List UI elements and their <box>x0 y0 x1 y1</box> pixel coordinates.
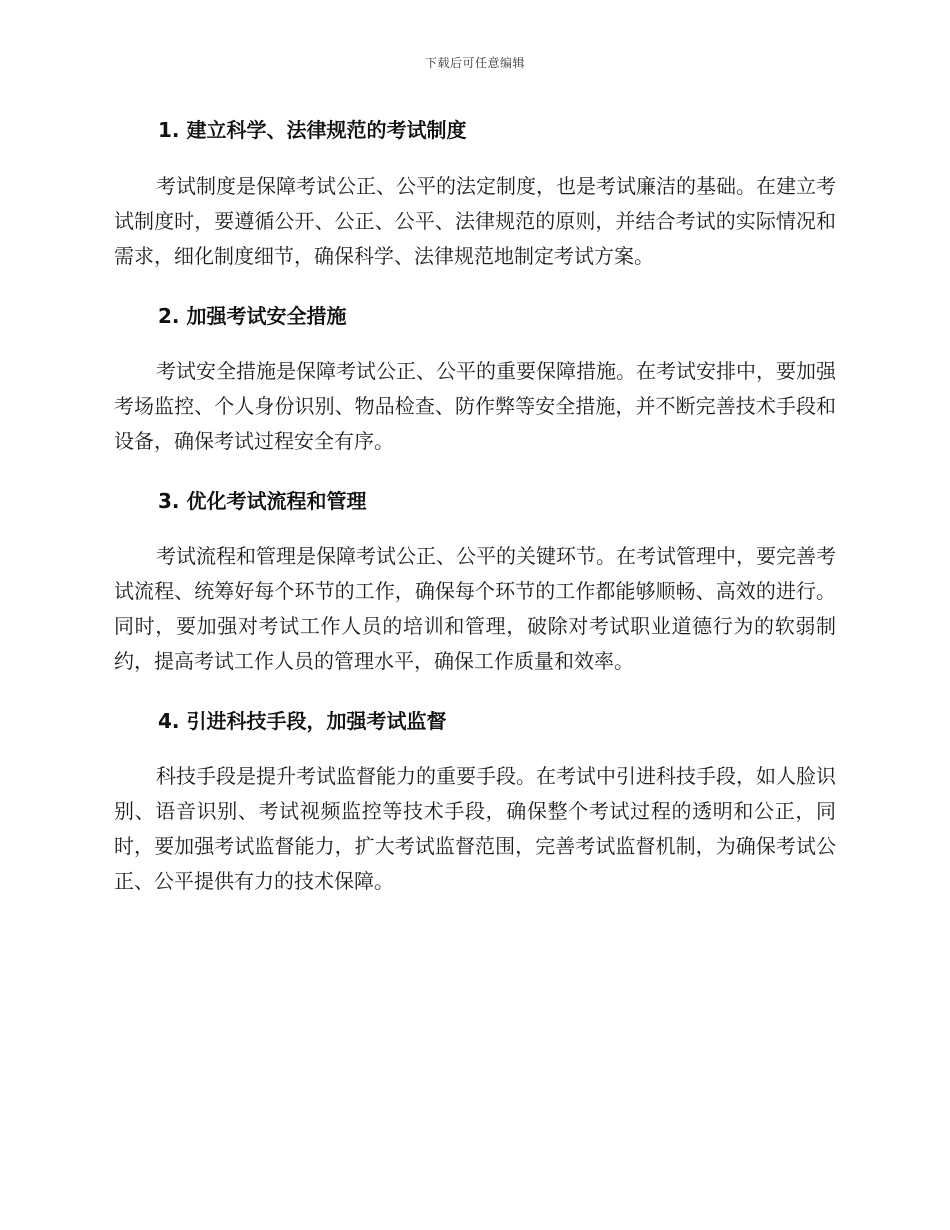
section-4 <box>114 703 836 899</box>
section-2 <box>114 298 836 459</box>
section-paragraph-3: 考试流程和管理是保障考试公正、公平的关键环节。在考试管理中，要完善考试流程、统筹好每个环节的工作，确保每个环节的工作都能够顺畅、高效的进行。同时，要加强对考试工作人员的培训和管理，破除对考试职业道德行为的软弱制约，提高考试工作人员的管理水平，确保工作质量和效率。 <box>114 544 836 673</box>
document-body <box>114 112 836 899</box>
section-heading-1: 1. 建立科学、法律规范的考试制度 <box>158 118 467 142</box>
section-3 <box>114 483 836 679</box>
page-header: 下载后可任意编辑 <box>424 56 525 70</box>
section-1 <box>114 112 836 274</box>
section-heading-4: 4. 引进科技手段，加强考试监督 <box>158 709 447 733</box>
section-heading-2: 2. 加强考试安全措施 <box>158 304 347 328</box>
section-heading-3: 3. 优化考试流程和管理 <box>158 489 367 513</box>
section-paragraph-4: 科技手段是提升考试监督能力的重要手段。在考试中引进科技手段，如人脸识别、语音识别、考试视频监控等技术手段，确保整个考试过程的透明和公正，同时，要加强考试监督能力，扩大考试监督范围，完善考试监督机制，为确保考试公正、公平提供有力的技术保障。 <box>114 764 836 893</box>
section-paragraph-2: 考试安全措施是保障考试公正、公平的重要保障措施。在考试安排中，要加强考场监控、个人身份识别、物品检查、防作弊等安全措施，并不断完善技术手段和设备，确保考试过程安全有序。 <box>114 359 836 453</box>
section-paragraph-1: 考试制度是保障考试公正、公平的法定制度，也是考试廉洁的基础。在建立考试制度时，要遵循公开、公正、公平、法律规范的原则，并结合考试的实际情况和需求，细化制度细节，确保科学、法律规范地制定考试方案。 <box>114 174 836 268</box>
